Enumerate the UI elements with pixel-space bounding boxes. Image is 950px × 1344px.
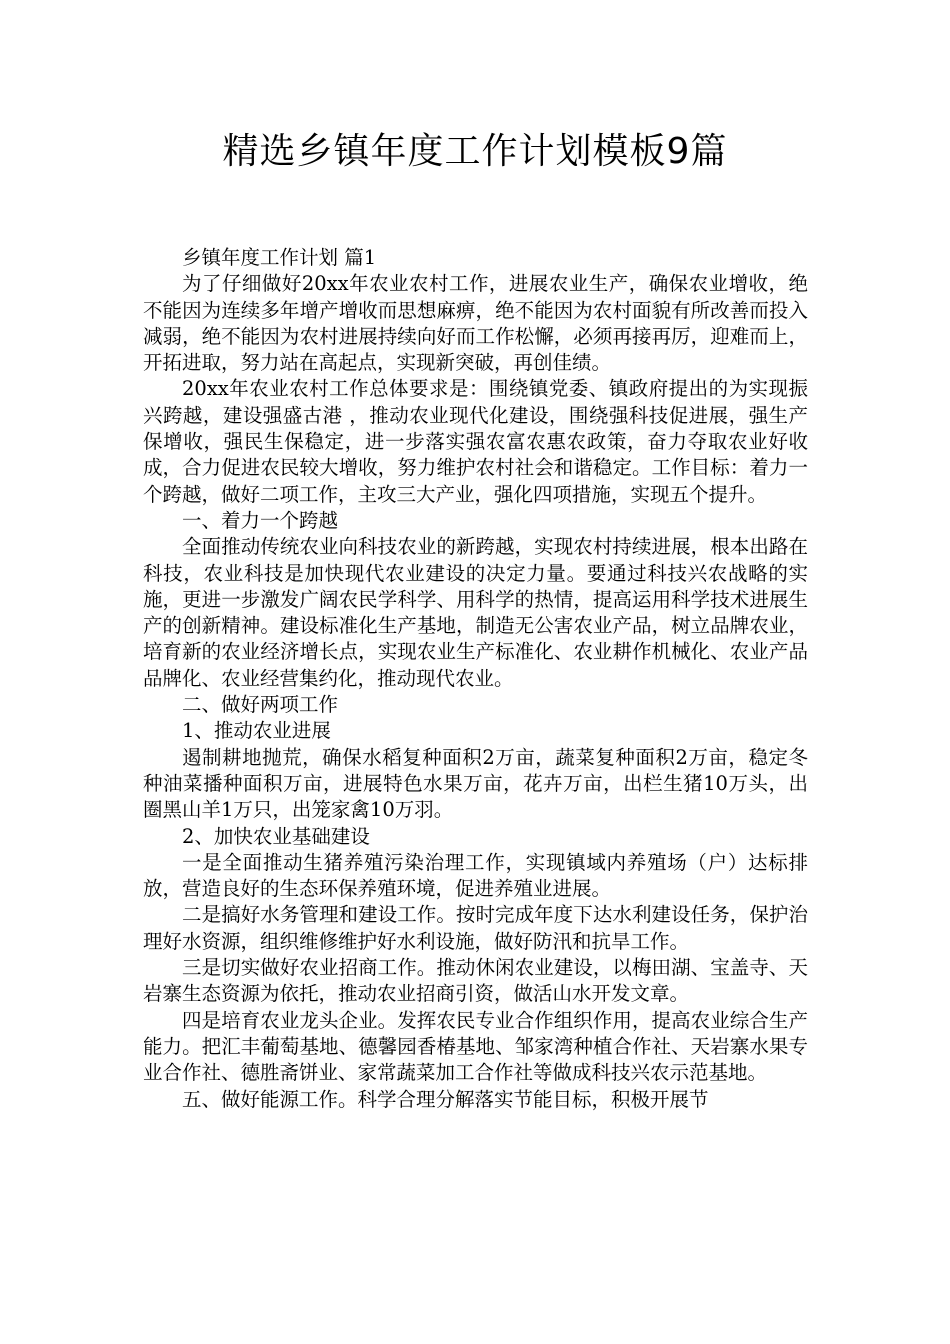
paragraph-8: 四是培育农业龙头企业。发挥农民专业合作组织作用，提高农业综合生产能力。把汇丰葡萄基地、德馨园香椿基地、邹家湾种植合作社、天岩寨水果专业合作社、德胜斋饼业、家常蔬菜加工合作社等做成科技兴农示范基地。 [143,1008,808,1085]
heading-1: 一、着力一个跨越 [182,508,339,532]
paragraph-1: 为了仔细做好20xx年农业农村工作，进展农业生产，确保农业增收，绝不能因为连续多年增产增收而思想麻痹，绝不能因为农村面貌有所改善而投入减弱，绝不能因为农村进展持续向好而工作松懈，必须再接再厉，迎难而上，开拓进取，努力站在高起点，实现新突破，再创佳绩。 [143,272,808,375]
paragraph-6: 二是搞好水务管理和建设工作。按时完成年度下达水利建设任务，保护治理好水资源，组织维修维护好水利设施，做好防汛和抗旱工作。 [143,903,808,953]
heading-2: 二、做好两项工作 [182,693,339,717]
paragraph-2: 20xx年农业农村工作总体要求是：围绕镇党委、镇政府提出的为实现振兴跨越，建设强盛古港 ，推动农业现代化建设，围绕强科技促进展，强生产保增收，强民生保稳定，进一步落实强农富农惠农政策，奋力夺取农业好收成，合力促进农民较大增收，努力维护农村社会和谐稳定。工作目标：着力一个跨越，做好二项工作，主攻三大产业，强化四项措施，实现五个提升。 [143,377,808,506]
paragraph-9: 五、做好能源工作。科学合理分解落实节能目标，积极开展节 [182,1087,709,1111]
paragraph-3: 全面推动传统农业向科技农业的新跨越，实现农村持续进展，根本出路在科技，农业科技是加快现代农业建设的决定力量。要通过科技兴农战略的实施，更进一步激发广阔农民学科学、用科学的热情，提高运用科学技术进展生产的创新精神。建设标准化生产基地，制造无公害农业产品，树立品牌农业，培育新的农业经济增长点，实现农业生产标准化、农业耕作机械化、农业产品品牌化、农业经营集约化，推动现代农业。 [143,535,808,690]
document-body [143,245,808,1113]
section-title: 乡镇年度工作计划 篇1 [182,246,377,269]
subheading-2-1: 1、推动农业进展 [182,719,331,743]
subheading-2-2: 2、加快农业基础建设 [182,824,370,848]
paragraph-7: 三是切实做好农业招商工作。推动休闲农业建设，以梅田湖、宝盖寺、天岩寨生态资源为依托，推动农业招商引资，做活山水开发文章。 [143,956,808,1006]
paragraph-5: 一是全面推动生猪养殖污染治理工作，实现镇域内养殖场（户）达标排放，营造良好的生态环保养殖环境，促进养殖业进展。 [143,850,808,901]
paragraph-4: 遏制耕地抛荒，确保水稻复种面积2万亩，蔬菜复种面积2万亩，稳定冬种油菜播种面积万亩，进展特色水果万亩，花卉万亩，出栏生猪10万头，出圈黑山羊1万只，出笼家禽10万羽。 [143,745,808,822]
document-title: 精选乡镇年度工作计划模板9篇 [222,131,728,172]
